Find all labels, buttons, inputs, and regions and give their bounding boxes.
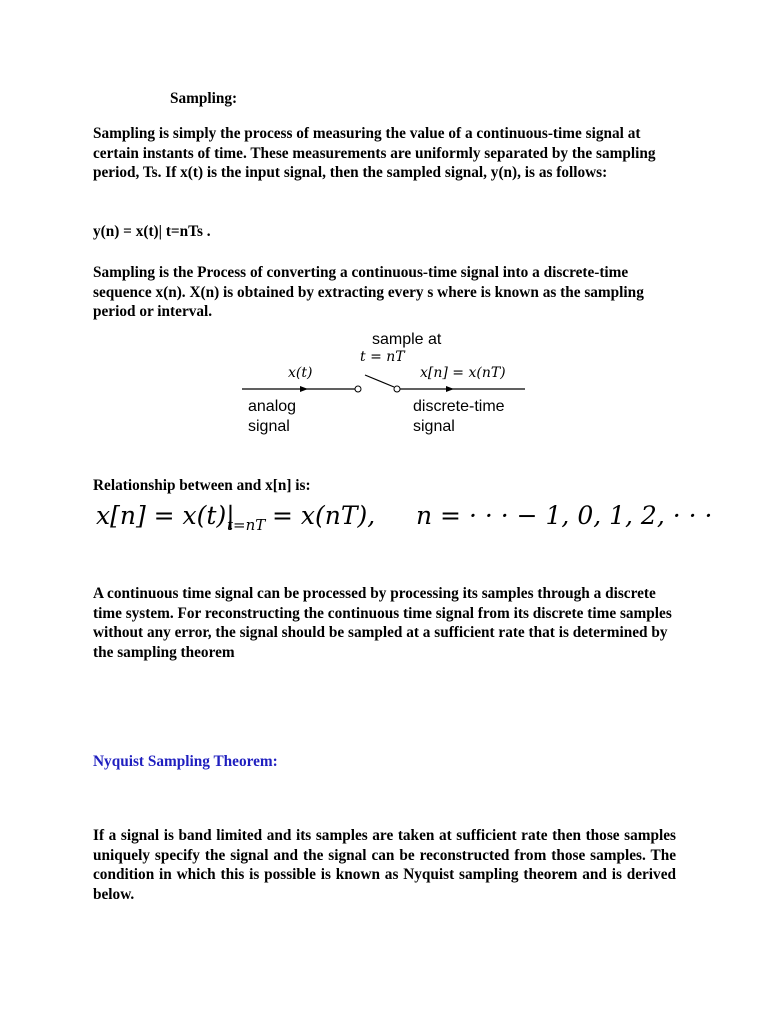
output-arrow (446, 386, 454, 392)
paragraph-nyquist: If a signal is band limited and its samples are taken at sufficient rate then those samples uniquely specify the signal and the signal can be reconstructed from those samples. The condition in which this is possible is known as Nyquist sampling theorem and is derived below. (93, 827, 676, 903)
switch-terminal-right (394, 386, 400, 392)
relationship-label: Relationship between and x[n] is: (93, 477, 311, 494)
paragraph-reconstruction: A continuous time signal can be processed by processing its samples through a discrete time system. For reconstructing the continuous time signal from its discrete time samples without any error, the signal should be sampled at a sufficient rate that is determined by the sampling theorem (93, 585, 672, 661)
analog-label-line1: analog (248, 398, 297, 415)
equation-n-range: n = · · · − 1, 0, 1, 2, · · · (416, 501, 713, 530)
discrete-label-line2: signal (413, 418, 455, 435)
analog-label-line2: signal (248, 418, 290, 435)
equation-middle: = x(nT), (272, 501, 376, 530)
paragraph-sampling-definition: Sampling is simply the process of measuring the value of a continuous-time signal at certain instants of time. These measurements are uniformly separated by the sampling period, Ts. If x(t) is the input signal, then the sampled signal, y(n), is as follows: (93, 125, 656, 181)
equation-y-of-n: y(n) = x(t)| t=nTs . (93, 223, 211, 240)
sample-at-label: sample at (372, 331, 442, 348)
input-signal-label: x(t) (288, 365, 313, 381)
input-arrow (300, 386, 308, 392)
section-heading-sampling: Sampling: (170, 90, 238, 107)
paragraph-sampling-process: Sampling is the Process of converting a continuous-time signal into a discrete-time sequence x(n). X(n) is obtained by extracting every s where is known as the sampling period or interval. (93, 264, 644, 320)
switch-terminal-left (355, 386, 361, 392)
t-equals-nT-label: t = nT (360, 349, 405, 365)
equation-lhs: x[n] = x(t)| (96, 501, 235, 530)
nyquist-heading: Nyquist Sampling Theorem: (93, 753, 278, 770)
output-signal-label: x[n] = x(nT) (420, 365, 506, 381)
equation-subscript: t=nT (227, 516, 266, 534)
switch-arm (365, 375, 394, 387)
sampling-relationship-equation (96, 497, 713, 535)
sampler-diagram (240, 327, 540, 437)
discrete-label-line1: discrete-time (413, 398, 505, 415)
